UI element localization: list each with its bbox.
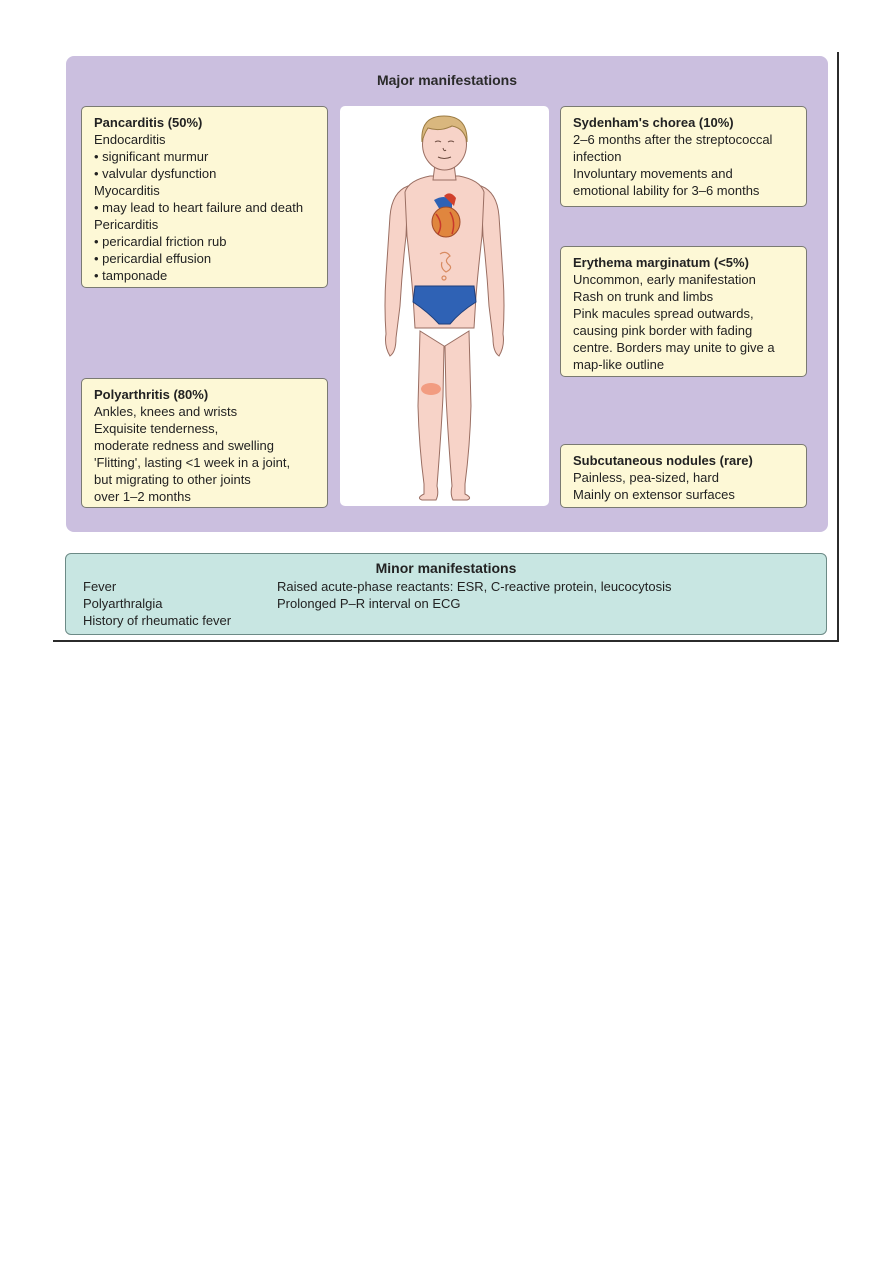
text-line: emotional lability for 3–6 months (573, 183, 760, 198)
pancarditis-lines (94, 131, 315, 284)
frame-border-right (837, 52, 839, 642)
nodules-title: Subcutaneous nodules (rare) (573, 453, 753, 468)
frame-border-bottom (53, 640, 839, 642)
text-line: map-like outline (573, 357, 665, 372)
minor-manifestations-panel (65, 553, 827, 635)
text-line: but migrating to other joints (94, 472, 251, 487)
chorea-box (560, 106, 807, 207)
text-line: 'Flitting', lasting <1 week in a joint, (94, 455, 291, 470)
text-line: Painless, pea-sized, hard (573, 470, 719, 485)
text-line: centre. Borders may unite to give a (573, 340, 775, 355)
text-line: History of rheumatic fever (83, 613, 232, 628)
text-line: • valvular dysfunction (94, 166, 217, 181)
right-arm (481, 186, 504, 356)
text-line: Polyarthralgia (83, 596, 163, 611)
minor-right-column (277, 578, 672, 612)
text-line: • pericardial effusion (94, 251, 212, 266)
minor-left-column (83, 578, 231, 629)
text-line: Mainly on extensor surfaces (573, 487, 735, 502)
chorea-lines (573, 131, 794, 199)
left-leg (418, 331, 444, 500)
text-line: Ankles, knees and wrists (94, 404, 238, 419)
erythema-box (560, 246, 807, 377)
minor-title: Minor manifestations (375, 560, 517, 576)
text-line: Fever (83, 579, 117, 594)
text-line: • tamponade (94, 268, 168, 283)
text-line: Exquisite tenderness, (94, 421, 219, 436)
text-line: 2–6 months after the streptococcal (573, 132, 773, 147)
nodules-lines (573, 469, 794, 503)
text-line: Rash on trunk and limbs (573, 289, 714, 304)
pancarditis-title: Pancarditis (50%) (94, 115, 203, 130)
polyarthritis-title: Polyarthritis (80%) (94, 387, 209, 402)
chorea-title: Sydenham's chorea (10%) (573, 115, 734, 130)
text-line: Prolonged P–R interval on ECG (277, 596, 461, 611)
polyarthritis-lines (94, 403, 315, 505)
text-line: infection (573, 149, 622, 164)
knee-rash (421, 383, 441, 395)
text-line: Endocarditis (94, 132, 166, 147)
text-line: • may lead to heart failure and death (94, 200, 304, 215)
text-line: over 1–2 months (94, 489, 191, 504)
polyarthritis-box (81, 378, 328, 508)
text-line: moderate redness and swelling (94, 438, 274, 453)
text-line: Uncommon, early manifestation (573, 272, 756, 287)
text-line: • pericardial friction rub (94, 234, 227, 249)
erythema-lines (573, 271, 794, 373)
right-leg (445, 331, 471, 500)
text-line: • significant murmur (94, 149, 209, 164)
major-title: Major manifestations (376, 72, 518, 88)
child-body-illustration (340, 106, 549, 506)
text-line: Pericarditis (94, 217, 159, 232)
text-line: Myocarditis (94, 183, 160, 198)
body-figure-card (340, 106, 549, 506)
pancarditis-box (81, 106, 328, 288)
nodules-box (560, 444, 807, 508)
text-line: Raised acute-phase reactants: ESR, C-reactive protein, leucocytosis (277, 579, 672, 594)
erythema-title: Erythema marginatum (<5%) (573, 255, 749, 270)
text-line: Involuntary movements and (573, 166, 733, 181)
text-line: Pink macules spread outwards, (573, 306, 754, 321)
major-manifestations-panel (66, 56, 828, 532)
text-line: causing pink border with fading (573, 323, 753, 338)
left-arm (385, 186, 408, 356)
